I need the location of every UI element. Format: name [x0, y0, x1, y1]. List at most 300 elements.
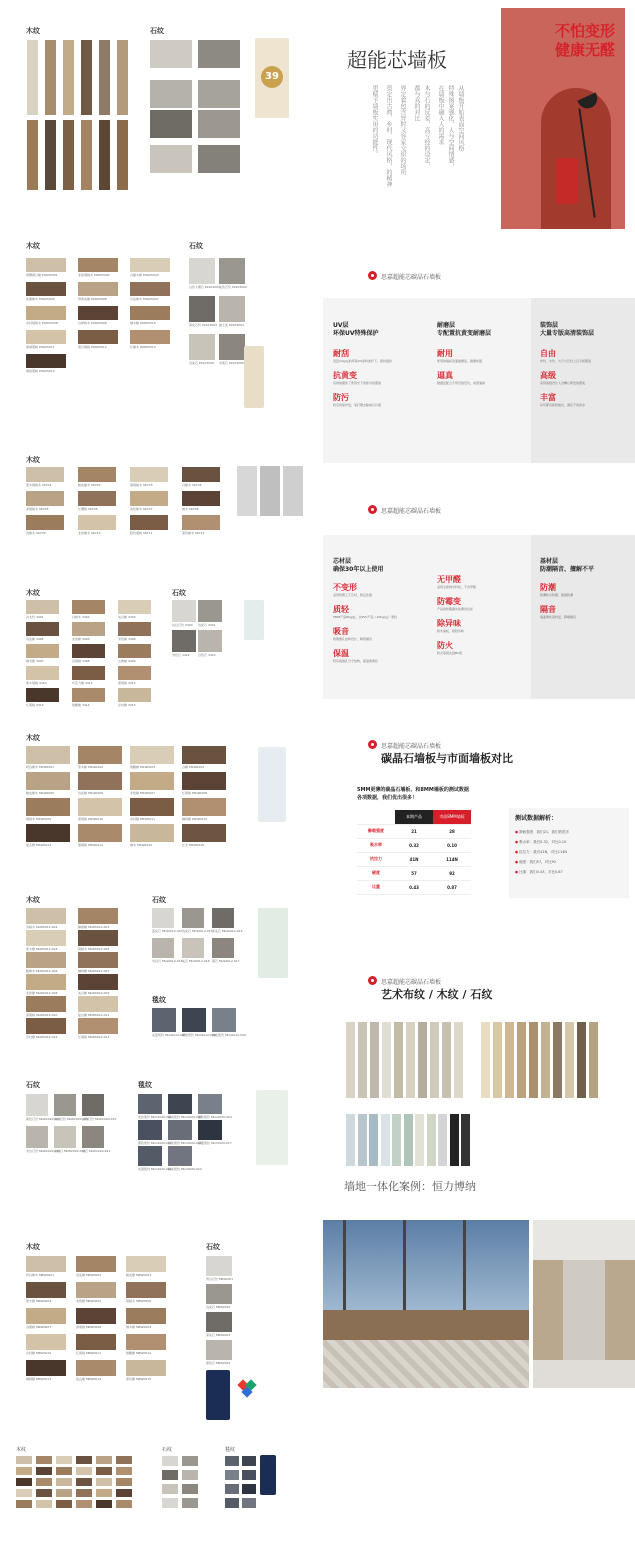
- fabric-code: 暗灰毯纹 MLC2020-022: [168, 1167, 202, 1171]
- wood-code: 暖灰橡木 S6702: [78, 483, 101, 487]
- stone-swatch: [206, 1256, 232, 1276]
- wood-code: 浅橡木 S6709: [26, 531, 46, 535]
- feature-description: 防火等级达到B1级: [437, 651, 462, 655]
- wood-code: 乡村橡 MLW0012-012: [26, 1035, 58, 1039]
- feature-keyword: 丰富: [540, 393, 556, 402]
- stone-texture-strip: [415, 1114, 424, 1166]
- cover-badge: 39: [265, 71, 279, 82]
- mini-stone-swatch: [182, 1498, 198, 1508]
- mini-wood-swatch: [116, 1500, 132, 1508]
- stone-swatch: [198, 630, 222, 652]
- stone-swatch: [182, 908, 204, 928]
- stone-texture-strip: [392, 1114, 401, 1166]
- wood-code: 北欧橡 MSW0007: [130, 791, 156, 795]
- wood-texture-strip: [565, 1022, 574, 1098]
- wood-swatch: [118, 666, 151, 680]
- wood-swatch: [26, 746, 70, 764]
- wood-swatch: [78, 908, 118, 924]
- stone-code: 深灰石 MLS0012-014: [212, 929, 243, 933]
- wood-swatch: [182, 746, 226, 764]
- feature-keyword: 防霉变: [437, 597, 461, 606]
- stone-code: 蓝灰石 MLS0012-007: [152, 929, 183, 933]
- stone-swatch: [206, 1340, 232, 1360]
- col-market-header: 市面8MM墙板: [433, 810, 471, 824]
- wood-swatch: [26, 354, 66, 368]
- wood-swatch: [78, 798, 122, 816]
- mini-fabric-swatch: [242, 1456, 256, 1466]
- wood-swatch: [118, 688, 151, 702]
- mini-wood-swatch: [96, 1500, 112, 1508]
- fabric-texture-strip: [394, 1022, 403, 1098]
- feature-keyword: 抗黄变: [333, 371, 357, 380]
- wood-swatch: [78, 1018, 118, 1034]
- fabric-code: 灰蓝毯纹 MLC0012-007: [152, 1033, 186, 1037]
- vertical-intro-text: 从墙板开始表面空间风格 特殊图案强化，人与空间情感， 在墙板中融入人的需求 木与石的反差，高亏经的设定， 都与真的对比 界定着包含异时又容家交织的场所 奠定出古典、乡村、现代风格，的精神 更赋予墙板实用的功能性。: [371, 85, 464, 187]
- market-value: 28: [433, 824, 471, 838]
- stone-code: 黑石 MLS0012-017: [212, 959, 240, 963]
- wood-code: 深色橡 MRW0015: [126, 1377, 152, 1381]
- wood-label: 木纹: [26, 27, 40, 35]
- comparison-row: [357, 866, 471, 880]
- fabric-swatch: [182, 1008, 206, 1032]
- wood-code: 复古橡 MLW0012-011: [78, 1013, 110, 1017]
- wood-code: 深胡桃 MRW0008: [76, 1325, 102, 1329]
- wood-code: 乡村橡 MRW0010: [26, 1351, 52, 1355]
- wood-swatch: [26, 688, 59, 702]
- mini-fabric-swatch: [242, 1470, 256, 1480]
- wood-code: 柚木 MSW0015: [130, 843, 153, 847]
- fabric-code: 黑色毯纹 MLC2020-007: [138, 1141, 172, 1145]
- mini-wood-swatch: [116, 1456, 132, 1464]
- mini-fabric-swatch: [242, 1498, 256, 1508]
- wood-label: 木纹: [26, 896, 40, 904]
- stone-code: 灰石 MLS0012-016: [182, 959, 210, 963]
- wood-swatch: [26, 974, 66, 990]
- brand-name: 思嘉超能芯碳晶石墙板: [381, 508, 442, 515]
- feature-description: 使用的墙板表面耐磨层，耐磨性强: [437, 359, 483, 363]
- feature-description: 产品的防霉菌实验测试达标: [437, 607, 474, 611]
- case-photo-office: [323, 1220, 529, 1388]
- mini-wood-swatch: [76, 1489, 92, 1497]
- stone-swatch: [26, 1126, 48, 1148]
- wood-code: 奶白橡木 MRW0001: [26, 1273, 55, 1277]
- wood-code: 北欧胡桃木 PLW05002: [78, 273, 110, 277]
- catalog-cover-thumbnail: [256, 1090, 288, 1165]
- stone-swatch: [206, 1312, 232, 1332]
- mini-fabric-swatch: [225, 1484, 239, 1494]
- wood-swatch: [78, 996, 118, 1012]
- wood-code: 复古橡 MRW0014: [76, 1377, 102, 1381]
- wood-code: 纯黑橡木 PLW05004: [26, 297, 55, 301]
- stone-swatch: [152, 938, 174, 958]
- wood-code: 咖啡橡 MLW0012-007: [78, 969, 110, 973]
- feature-keyword: 不变形: [333, 583, 357, 592]
- fabric-swatch: [198, 1120, 222, 1140]
- wood-code: 白橡 MSW0004: [182, 765, 205, 769]
- mini-wood-swatch: [76, 1478, 92, 1486]
- wood-code: 白枫木 3402: [72, 615, 90, 619]
- row-label: 硬度: [357, 866, 395, 880]
- wood-swatch: [130, 467, 168, 482]
- mini-wood-swatch: [36, 1456, 52, 1464]
- stone-swatch: [219, 258, 245, 284]
- wood-code: 古典橡 3409: [118, 659, 136, 663]
- feature-description: 特殊微孔结构设计，降低噪音: [333, 637, 373, 641]
- wood-swatch: [26, 467, 64, 482]
- ours-value: 0.32: [395, 838, 433, 852]
- wood-swatch: [130, 798, 174, 816]
- wood-swatch: [26, 282, 66, 296]
- wood-swatch: [26, 330, 66, 344]
- wood-code: 红胡桃 MLW0012-013: [78, 1035, 110, 1039]
- fabric-texture-strip: [430, 1022, 439, 1098]
- wood-swatch: [130, 258, 170, 272]
- mini-wood-swatch: [36, 1489, 52, 1497]
- stone-swatch: [152, 908, 174, 928]
- feature-keyword: 逼真: [437, 371, 453, 380]
- fabric-code: 浅灰毯纹 MLC2020-010: [168, 1141, 202, 1145]
- wood-code: 红胡桃 3413: [26, 703, 44, 707]
- wood-label: 木纹: [26, 734, 40, 742]
- analysis-item: ● 静载强度：我们21，我们的很多: [515, 830, 570, 834]
- feature-item: [540, 604, 625, 619]
- catalog-cover-thumbnail: [258, 747, 286, 822]
- brand-name: 思嘉超能芯碳晶石墙板: [381, 743, 442, 750]
- brand-logo-icon: [368, 505, 377, 514]
- health-column: [437, 574, 522, 655]
- wood-code: 红胡桃 MSW0008: [182, 791, 208, 795]
- wood-code: 奶白橡木 MSW0001: [26, 765, 55, 769]
- wood-code: 北欧橡木 S6710: [78, 531, 101, 535]
- mini-stone-swatch: [162, 1470, 178, 1480]
- wood-code: 浅木纹 3401: [26, 615, 44, 619]
- wood-swatch: [72, 600, 105, 614]
- mini-fabric-swatch: [242, 1484, 256, 1494]
- catalog-cover-thumbnail: [260, 1455, 276, 1495]
- stone-code: 浅灰石 3421: [198, 623, 216, 627]
- stone-code: 白色石纹 MLW2020-010: [82, 1117, 117, 1121]
- wood-swatch: [118, 644, 151, 658]
- wood-label: 木纹: [26, 1243, 40, 1251]
- ours-value: 57: [395, 866, 433, 880]
- feature-keyword: 质轻: [333, 605, 349, 614]
- mini-wood-swatch: [76, 1500, 92, 1508]
- feature-item: [333, 648, 418, 663]
- stone-swatch: [219, 296, 245, 322]
- wood-swatch: [182, 824, 226, 842]
- wood-code: 柚木橡 PLW05010: [130, 321, 156, 325]
- mini-stone-swatch: [162, 1456, 178, 1466]
- wood-code: 柚木橡 3407: [26, 659, 44, 663]
- brand-name: 思嘉超能芯碳晶石墙板: [381, 979, 442, 986]
- wood-code: 米色橡 3406: [118, 637, 136, 641]
- feature-description: 表层12g/㎡的环保UV涂料加杆下，保持抵抗: [333, 359, 392, 363]
- wood-swatch: [72, 622, 105, 636]
- mini-wood-swatch: [16, 1489, 32, 1497]
- mini-wood-swatch: [116, 1489, 132, 1497]
- wood-texture-strip: [481, 1022, 490, 1098]
- wood-code: 黑胡桃 MSW0014: [78, 843, 104, 847]
- fabric-swatch: [138, 1146, 162, 1166]
- stone-code: 浅灰石 MLS0012-013: [182, 929, 213, 933]
- stone-code: 米白石纹 MLW2020-011: [26, 1149, 61, 1153]
- comparison-row: [357, 880, 471, 894]
- feature-description: 特有的保护层，易打理去除油污污渍: [333, 403, 382, 407]
- fabric-texture-strip: [358, 1022, 367, 1098]
- feature-keyword: 耐刮: [333, 349, 349, 358]
- wood-code: 咖啡橡 MSW0012: [182, 817, 208, 821]
- stone-texture-strip: [427, 1114, 436, 1166]
- wood-swatch: [126, 1360, 166, 1376]
- stone-code: 黑色石 MRS0004: [206, 1361, 231, 1365]
- fabric-texture-strip: [406, 1022, 415, 1098]
- stone-swatch: [198, 600, 222, 622]
- fabric-code: 深灰毯纹 MLC2020-003: [168, 1115, 202, 1119]
- fabric-swatch: [152, 1008, 176, 1032]
- comparison-row: [357, 852, 471, 866]
- wood-swatch: [78, 824, 122, 842]
- wood-code: 红樱桃 S6706: [78, 507, 98, 511]
- stone-swatch: [82, 1126, 104, 1148]
- wood-swatch: [130, 282, 170, 296]
- mini-wood-swatch: [16, 1478, 32, 1486]
- mini-wood-swatch: [56, 1478, 72, 1486]
- stone-label: 石纹: [152, 896, 166, 904]
- stone-swatch: [189, 258, 215, 284]
- wood-code: 红木 MSW0016: [182, 843, 205, 847]
- wood-code: 海港胡桃 PLW05011: [26, 345, 55, 349]
- wood-swatch: [78, 282, 118, 296]
- feature-keyword: 防火: [437, 641, 453, 650]
- mini-stone-swatch: [182, 1470, 198, 1480]
- fabric-swatch: [212, 1008, 236, 1032]
- wood-swatch: [118, 600, 151, 614]
- wood-swatch: [26, 996, 66, 1012]
- wood-swatch: [130, 824, 174, 842]
- fabric-label: 毯纹: [138, 1081, 152, 1089]
- wood-code: 深胡桃 3412: [118, 681, 136, 685]
- wood-code: 焦糖橡 MRW0012: [126, 1351, 152, 1355]
- mini-wood-swatch: [96, 1467, 112, 1475]
- wood-swatch: [130, 515, 168, 530]
- hero-photo: [501, 8, 625, 229]
- wood-texture-strip: [541, 1022, 550, 1098]
- mini-wood-swatch: [116, 1478, 132, 1486]
- wood-texture-strip: [517, 1022, 526, 1098]
- wood-code: 灰白橡 MLW0012-009: [78, 991, 110, 995]
- feature-item: [540, 370, 625, 385]
- wear-layer-column: 耐磨层 专配置抗黄变耐磨层 耐用 使用的墙板表面耐磨层，耐磨性强 逼真 耐磨层配合专用设备压纹，质感逼真: [437, 322, 522, 385]
- fabric-code: 深灰毯纹 MLC0012-008: [182, 1033, 216, 1037]
- row-label: 比重: [357, 880, 395, 894]
- feature-keyword: 高级: [540, 371, 556, 380]
- wood-texture-strip: [589, 1022, 598, 1098]
- wood-label: 木纹: [26, 242, 40, 250]
- wood-code: 胡桃木 MRW0006: [126, 1299, 152, 1303]
- wood-swatch: [126, 1308, 166, 1324]
- stone-texture-strip: [369, 1114, 378, 1166]
- stone-swatch: [26, 1094, 48, 1116]
- wood-code: 柚木 S6708: [182, 507, 199, 511]
- wood-code: 胡桃木 MLW0012-005: [78, 947, 110, 951]
- fabric-texture-strip: [418, 1022, 427, 1098]
- stone-texture-strip: [346, 1114, 355, 1166]
- wood-swatch: [26, 600, 59, 614]
- wood-texture-strip: [553, 1022, 562, 1098]
- stone-texture-strip: [450, 1114, 459, 1166]
- stone-code: 浅灰石 PLS03005: [189, 361, 214, 365]
- wood-texture-strip: [493, 1022, 502, 1098]
- feature-item: [333, 392, 418, 407]
- feature-keyword: 隔音: [540, 605, 556, 614]
- feature-keyword: 自由: [540, 349, 556, 358]
- brand-logo-icon: [368, 271, 377, 280]
- mini-stone-swatch: [162, 1484, 178, 1494]
- wood-code: 原木橡 MRW0004: [26, 1299, 52, 1303]
- feature-description: 每年都有新款推出，满足不同需求: [540, 403, 586, 407]
- mini-wood-swatch: [96, 1456, 112, 1464]
- wood-swatch: [78, 930, 118, 946]
- stone-label: 石纹: [150, 27, 164, 35]
- wood-code: 巧克力橡 3411: [72, 681, 93, 685]
- wood-texture-strip: [505, 1022, 514, 1098]
- wood-label: 木纹: [26, 589, 40, 597]
- stone-swatch: [54, 1126, 76, 1148]
- wood-swatch: [78, 974, 118, 990]
- feature-keyword: 防潮: [540, 583, 556, 592]
- bullet-icon: ●: [515, 860, 520, 864]
- stone-swatch: [182, 938, 204, 958]
- mini-wood-swatch: [16, 1500, 32, 1508]
- wood-code: 浅胡桃 3408: [72, 659, 90, 663]
- mini-wood-swatch: [16, 1467, 32, 1475]
- feature-item: [333, 604, 418, 619]
- stone-swatch: [206, 1284, 232, 1304]
- wood-code: 柚木橡 MRW0009: [126, 1325, 152, 1329]
- wood-swatch: [26, 306, 66, 320]
- feature-item: [540, 392, 625, 407]
- wood-code: 浅枫木 MLW0012-002: [26, 925, 58, 929]
- feature-description: 布纹、木纹、大尺寸石纹上百专版图案: [540, 359, 592, 363]
- base-layer-column: 基材层 防潮隔音、擅解不平 防潮 防潮防水防霉，耐湿防潮 隔音 墙面弹性基材层，降噪隔音: [540, 558, 625, 619]
- feature-keyword: 防污: [333, 393, 349, 402]
- mini-wood-swatch: [76, 1467, 92, 1475]
- feature-description: 采用特殊工艺芯材，稳定性强: [333, 593, 373, 597]
- mini-wood-swatch: [76, 1456, 92, 1464]
- wood-code: 深胡桃 MSW0010: [78, 817, 104, 821]
- fabric-swatch: [168, 1146, 192, 1166]
- brand-name: 思嘉超能芯碳晶石墙板: [381, 274, 442, 281]
- comparison-table: [357, 810, 471, 895]
- bullet-icon: ●: [515, 830, 520, 834]
- fabric-texture-strip: [346, 1022, 355, 1098]
- wood-swatch: [126, 1282, 166, 1298]
- mini-fabric-swatch: [225, 1470, 239, 1480]
- wood-swatch: [182, 467, 220, 482]
- wood-swatch: [78, 467, 116, 482]
- market-value: 0.10: [433, 838, 471, 852]
- stone-swatch: [219, 334, 245, 360]
- stone-code: 雪白石纹 MRS0001: [206, 1277, 234, 1281]
- wood-swatch: [182, 798, 226, 816]
- wood-swatch: [26, 644, 59, 658]
- wood-swatch: [182, 772, 226, 790]
- analysis-title: 测试数据解析：: [515, 815, 558, 822]
- mini-stone-swatch: [162, 1498, 178, 1508]
- row-label: 吸水率: [357, 838, 395, 852]
- stone-code: 黄色石纹 MLW2020-007: [26, 1117, 61, 1121]
- wood-code: 蜂蜜橡 MLW0012-003: [78, 925, 110, 929]
- fabric-swatch: [138, 1094, 162, 1114]
- mini-wood-swatch: [36, 1478, 52, 1486]
- wood-swatch: [26, 1308, 66, 1324]
- stone-texture-strip: [461, 1114, 470, 1166]
- mini-wood-swatch: [56, 1467, 72, 1475]
- stone-texture-strip: [358, 1114, 367, 1166]
- stone-code: 白色大理石 PLS03001: [189, 285, 220, 289]
- brand-logo-icon: [368, 976, 377, 985]
- wood-code: 浅灰橡 MRW0002: [76, 1273, 102, 1277]
- stone-code: 白色石 3423: [198, 653, 216, 657]
- feature-keyword: 耐用: [437, 349, 453, 358]
- wood-swatch: [78, 491, 116, 506]
- wood-swatch: [130, 330, 170, 344]
- wood-swatch: [76, 1256, 116, 1272]
- wood-swatch: [72, 644, 105, 658]
- market-value: 114N: [433, 852, 471, 866]
- wood-code: 复古橡 MSW0013: [26, 843, 52, 847]
- wood-code: 暖橡木 MLW0012-006: [26, 969, 58, 973]
- mini-fabric-swatch: [225, 1456, 239, 1466]
- wood-texture-strip: [529, 1022, 538, 1098]
- wood-code: 琥珀胡桃 PLW05014: [26, 369, 55, 373]
- wood-swatch: [76, 1334, 116, 1350]
- feature-item: [437, 596, 522, 611]
- feature-description: 耐磨层配合专用设备压纹，质感逼真: [437, 381, 486, 385]
- feature-description: 墙面弹性基材层，降噪隔音: [540, 615, 577, 619]
- wood-swatch: [130, 746, 174, 764]
- wood-code: 胡桃木 MSW0009: [26, 817, 52, 821]
- wood-swatch: [78, 306, 118, 320]
- wood-code: 北欧橡 MRW0005: [76, 1299, 102, 1303]
- wood-swatch: [26, 1256, 66, 1272]
- stone-code: 灰色石纹 PLS03002: [219, 285, 247, 289]
- wood-code: 暗色胡桃 S6711: [130, 531, 153, 535]
- fabric-label: 毯纹: [152, 996, 166, 1004]
- stone-label: 石纹: [189, 242, 203, 250]
- feature-item: [437, 618, 522, 633]
- wood-swatch: [26, 1018, 66, 1034]
- wood-swatch: [130, 491, 168, 506]
- feature-item: [437, 370, 522, 385]
- fabric-swatch: [168, 1120, 192, 1140]
- feature-description: 有效地避免了使用光下的紫外线照射: [333, 381, 382, 385]
- wood-code: 灰色橡木 S6707: [130, 507, 153, 511]
- wood-swatch: [76, 1308, 116, 1324]
- mini-wood-swatch: [36, 1500, 52, 1508]
- feature-description: 5MM产品8kg/㎡，比PVC产品（10kg/㎡）更轻: [333, 615, 398, 619]
- wood-swatch: [76, 1282, 116, 1298]
- fabric-swatch: [168, 1094, 192, 1114]
- feature-item: [437, 574, 522, 589]
- wood-code: 乡村胡桃木 PLW05008: [26, 321, 58, 325]
- wood-texture-strip: [577, 1022, 586, 1098]
- core-layer-column: 芯材层 确保30年以上使用 不变形 采用特殊工艺芯材，稳定性强 质轻 5MM产品8kg/㎡，比PVC产品（10kg/㎡）更轻 吸音 特殊微孔结构设计，降低噪音 保温 特有的微孔分子结构，保温效果好: [333, 558, 418, 663]
- stone-swatch: [172, 630, 196, 652]
- stone-code: 爵士灰 PLS03004: [219, 323, 244, 327]
- market-value: 0.87: [433, 880, 471, 894]
- row-label: 静载强度: [357, 824, 395, 838]
